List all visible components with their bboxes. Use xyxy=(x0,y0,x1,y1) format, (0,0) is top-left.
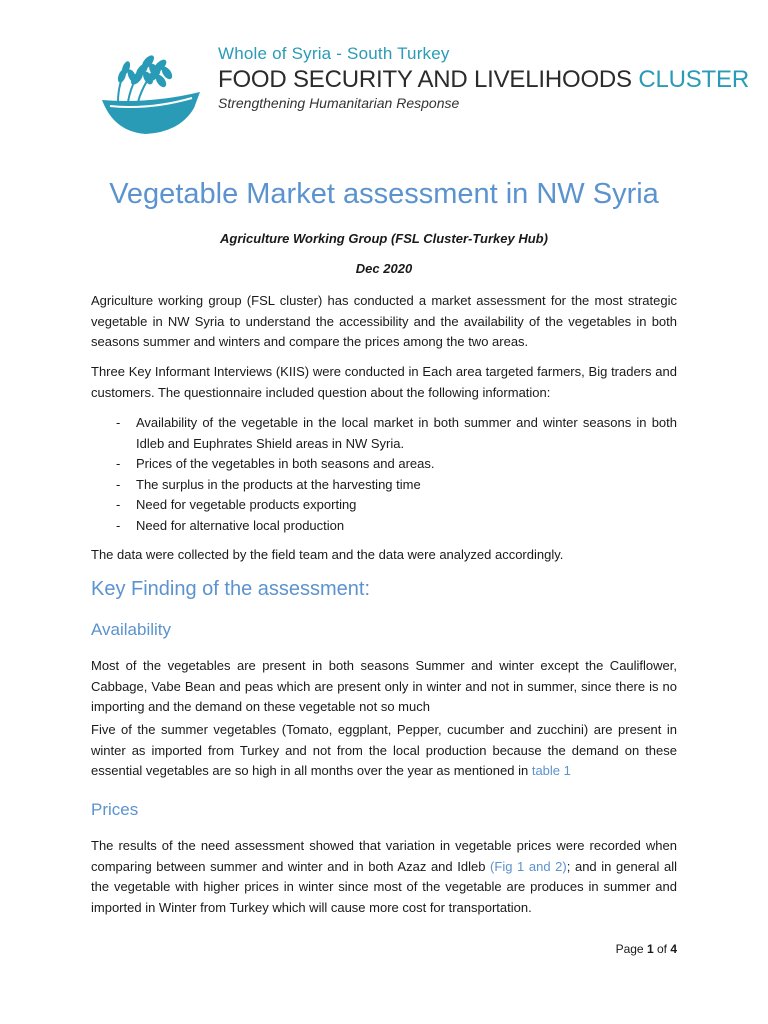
table-1-link[interactable]: table 1 xyxy=(531,763,571,778)
availability-paragraph-2 xyxy=(91,720,677,782)
header-tagline: Strengthening Humanitarian Response xyxy=(218,95,460,111)
availability-paragraph-1: Most of the vegetables are present in both seasons Summer and winter except the Cauliflower, Cabbage, Vabe Bean and peas which are present only in winter and not in summer, since there is no importing and the demand on these vegetable not so much xyxy=(91,658,677,714)
prices-paragraph-text-before: The results of the need assessment showed that variation in vegetable prices were recorded when comparing between summer and winter and in both Azaz and Idleb xyxy=(91,838,677,874)
header-region: Whole of Syria - South Turkey xyxy=(218,44,450,63)
prices-paragraph-text-after: ; and in general all the vegetable with higher prices in winter since most of the vegetable are produces in summer and imported in Winter from Turkey which will cause more cost for transportation. xyxy=(91,858,677,915)
kii-paragraph: Three Key Informant Interviews (KIIS) were conducted in Each area targeted farmers, Big traders and customers. The questionnaire included question about the following information: xyxy=(91,364,677,400)
list-item: - The surplus in the products at the harvesting time xyxy=(91,475,677,496)
availability-paragraph-2-text: Five of the summer vegetables (Tomato, eggplant, Pepper, cucumber and zucchini) are present in winter as imported from Turkey and not from the local production because the demand on these essential vegetables are so high in all months over the year as mentioned in xyxy=(91,722,677,778)
intro-paragraph: Agriculture working group (FSL cluster) has conducted a market assessment for the most strategic vegetable in NW Syria to understand the accessibility and the availability of the vegetables in both seasons summer and winters and compare the prices among the two areas. xyxy=(91,293,677,349)
cluster-header xyxy=(88,40,749,135)
info-bullet-list xyxy=(91,413,677,536)
header-cluster-accent: CLUSTER xyxy=(638,66,749,93)
prices-heading: Prices xyxy=(91,800,139,819)
fig-1-2-link[interactable]: (Fig 1 and 2) xyxy=(490,858,567,874)
page-current: 1 xyxy=(646,942,654,956)
list-item: - Need for alternative local production xyxy=(91,516,677,537)
list-item: - Need for vegetable products exporting xyxy=(91,495,677,516)
availability-heading: Availability xyxy=(91,620,172,639)
list-item: - Prices of the vegetables in both seasons and areas. xyxy=(91,454,677,475)
header-text xyxy=(218,44,749,111)
header-cluster-name xyxy=(218,66,749,94)
document-date: Dec 2020 xyxy=(355,261,413,276)
wheat-bowl-logo-icon xyxy=(88,48,212,136)
data-note-paragraph: The data were collected by the field team and the data were analyzed accordingly. xyxy=(91,547,564,562)
page-total: 4 xyxy=(670,942,677,956)
key-finding-heading: Key Finding of the assessment: xyxy=(91,578,371,600)
list-item: - Availability of the vegetable in the local market in both summer and winter seasons in both Idleb and Euphrates Shield areas in NW Syria. xyxy=(91,413,677,454)
page-of: of xyxy=(653,942,671,956)
page-number xyxy=(616,942,677,956)
page-label: Page xyxy=(615,942,647,956)
document-title: Vegetable Market assessment in NW Syria xyxy=(109,178,659,210)
prices-paragraph xyxy=(91,836,677,918)
document-subtitle: Agriculture Working Group (FSL Cluster-Turkey Hub) xyxy=(220,231,548,246)
header-cluster-main: FOOD SECURITY AND LIVELIHOODS xyxy=(218,66,639,93)
